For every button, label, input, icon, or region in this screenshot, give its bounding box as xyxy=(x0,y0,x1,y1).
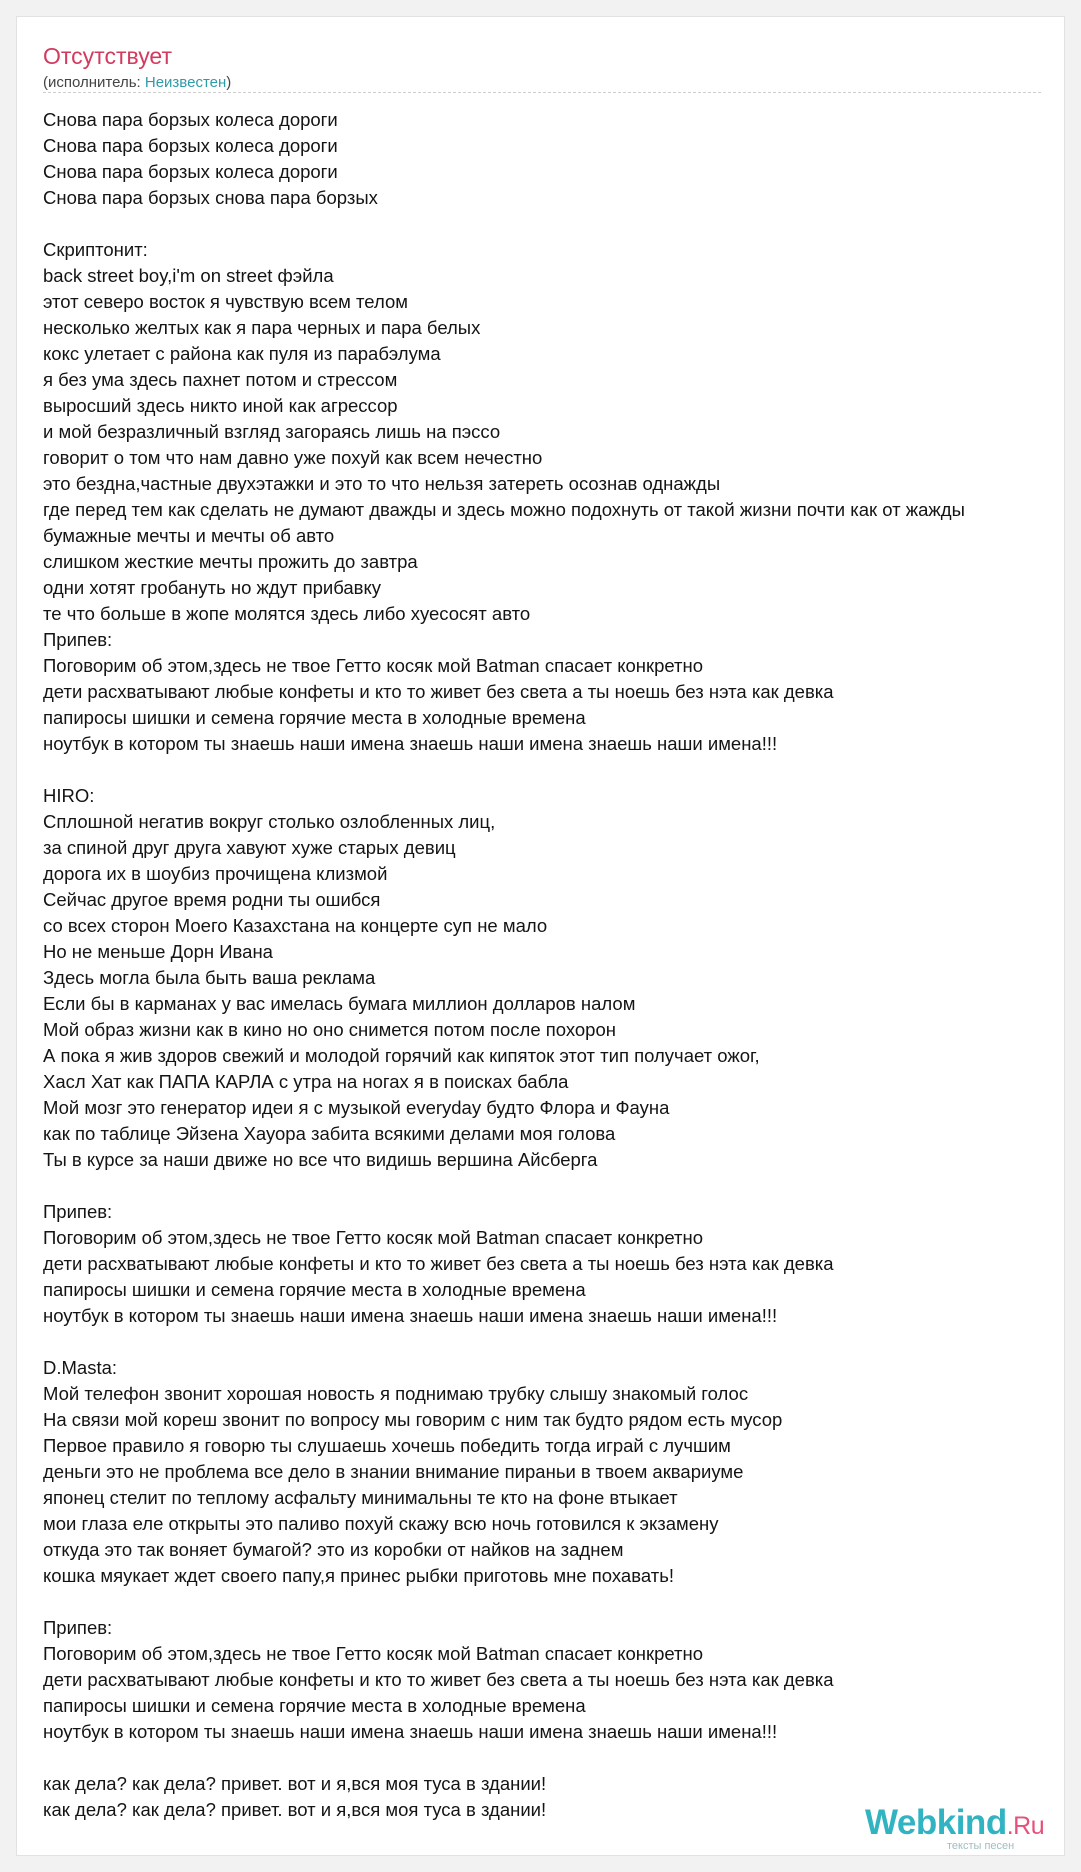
lyrics-line: за спиной друг друга хавуют хуже старых девиц xyxy=(43,837,456,858)
logo-tld: .Ru xyxy=(1006,1812,1045,1840)
lyrics-line: этот северо восток я чувствую всем телом xyxy=(43,291,408,312)
lyrics-line: как по таблице Эйзена Хауора забита всякими делами моя голова xyxy=(43,1123,616,1144)
logo-brand xyxy=(865,1805,1055,1840)
lyrics-line: дети расхватывают любые конфеты и кто то живет без света а ты ноешь без нэта как девка xyxy=(43,681,834,702)
lyrics-line: Скриптонит: xyxy=(43,239,148,260)
lyrics-line: дорога их в шоубиз прочищена клизмой xyxy=(43,863,388,884)
lyrics-line: Но не меньше Дорн Ивана xyxy=(43,941,273,962)
lyrics-line: как дела? как дела? привет. вот и я,вся моя туса в здании! xyxy=(43,1773,547,1794)
lyrics-line: Сплошной негатив вокруг столько озлобленных лиц, xyxy=(43,811,496,832)
lyrics-line: дети расхватывают любые конфеты и кто то живет без света а ты ноешь без нэта как девка xyxy=(43,1253,834,1274)
lyrics-line: папиросы шишки и семена горячие места в холодные времена xyxy=(43,707,586,728)
lyrics-line: несколько желтых как я пара черных и пара белых xyxy=(43,317,481,338)
artist-prefix: (исполнитель: xyxy=(43,74,145,91)
lyrics-line: Ты в курсе за наши движе но все что видишь вершина Айсберга xyxy=(43,1149,598,1170)
lyrics-blank-line xyxy=(43,1173,1065,1199)
lyrics-line: деньги это не проблема все дело в знании внимание пираньи в твоем аквариуме xyxy=(43,1461,744,1482)
lyrics-line: ноутбук в котором ты знаешь наши имена знаешь наши имена знаешь наши имена!!! xyxy=(43,733,778,754)
lyrics-line: А пока я жив здоров свежий и молодой горячий как кипяток этот тип получает ожог, xyxy=(43,1045,760,1066)
lyrics-blank-line xyxy=(43,211,1065,237)
lyrics-line: папиросы шишки и семена горячие места в холодные времена xyxy=(43,1695,586,1716)
lyrics-line: дети расхватывают любые конфеты и кто то живет без света а ты ноешь без нэта как девка xyxy=(43,1669,834,1690)
site-logo[interactable] xyxy=(865,1803,1055,1852)
lyrics-line: кошка мяукает ждет своего папу,я принес рыбки приготовь мне похавать! xyxy=(43,1565,674,1586)
lyrics-blank-line xyxy=(43,1589,1065,1615)
lyrics-line: откуда это так воняет бумагой? это из коробки от найков на заднем xyxy=(43,1539,624,1560)
logo-brand-name: Webkind xyxy=(865,1803,1007,1842)
lyrics-line: одни хотят гробануть но ждут прибавку xyxy=(43,577,382,598)
lyrics-line: это бездна,частные двухэтажки и это то что нельзя затереть осознав однажды xyxy=(43,473,721,494)
logo-tagline: тексты песен xyxy=(947,1840,1015,1852)
lyrics-line: те что больше в жопе молятся здесь либо хуесосят авто xyxy=(43,603,531,624)
song-title: Отсутствует xyxy=(43,43,172,69)
lyrics-line: выросший здесь никто иной как агрессор xyxy=(43,395,398,416)
lyrics-line: Снова пара борзых колеса дороги xyxy=(43,135,338,156)
lyrics-body xyxy=(43,107,1065,1823)
lyrics-line: Если бы в карманах у вас имелась бумага миллион долларов налом xyxy=(43,993,636,1014)
lyrics-line: back street boy,i'm on street фэйла xyxy=(43,265,334,286)
lyrics-line: Припев: xyxy=(43,1617,113,1638)
lyrics-line: Припев: xyxy=(43,1201,113,1222)
lyrics-line: Снова пара борзых снова пара борзых xyxy=(43,187,378,208)
lyrics-line: мои глаза еле открыты это паливо похуй скажу всю ночь готовился к экзамену xyxy=(43,1513,719,1534)
lyrics-line: ноутбук в котором ты знаешь наши имена знаешь наши имена знаешь наши имена!!! xyxy=(43,1721,778,1742)
lyrics-line: со всех сторон Моего Казахстана на концерте суп не мало xyxy=(43,915,548,936)
lyrics-line: Поговорим об этом,здесь не твое Гетто косяк мой Batman спасает конкретно xyxy=(43,655,704,676)
divider xyxy=(43,92,1041,93)
artist-line xyxy=(43,74,231,92)
lyrics-blank-line xyxy=(43,1329,1065,1355)
lyrics-line: как дела? как дела? привет. вот и я,вся моя туса в здании! xyxy=(43,1799,547,1820)
lyrics-line: D.Masta: xyxy=(43,1357,118,1378)
lyrics-line: Мой мозг это генератор идеи я с музыкой everyday будто Флора и Фауна xyxy=(43,1097,670,1118)
lyrics-line: папиросы шишки и семена горячие места в холодные времена xyxy=(43,1279,586,1300)
lyrics-line: слишком жесткие мечты прожить до завтра xyxy=(43,551,418,572)
lyrics-line: я без ума здесь пахнет потом и стрессом xyxy=(43,369,398,390)
lyrics-blank-line xyxy=(43,1745,1065,1771)
lyrics-line: и мой безразличный взгляд загораясь лишь на пэссо xyxy=(43,421,501,442)
lyrics-line: говорит о том что нам давно уже похуй как всем нечестно xyxy=(43,447,543,468)
lyrics-line: HIRO: xyxy=(43,785,95,806)
lyrics-blank-line xyxy=(43,757,1065,783)
lyrics-line: Хасл Хат как ПАПА КАРЛА с утра на ногах я в поисках бабла xyxy=(43,1071,569,1092)
lyrics-line: Мой образ жизни как в кино но оно снимется потом после похорон xyxy=(43,1019,616,1040)
page-card xyxy=(16,16,1065,1856)
lyrics-line: бумажные мечты и мечты об авто xyxy=(43,525,335,546)
lyrics-line: Здесь могла была быть ваша реклама xyxy=(43,967,376,988)
lyrics-line: Снова пара борзых колеса дороги xyxy=(43,109,338,130)
lyrics-line: кокс улетает с района как пуля из парабэлума xyxy=(43,343,441,364)
lyrics-line: Поговорим об этом,здесь не твое Гетто косяк мой Batman спасает конкретно xyxy=(43,1643,704,1664)
lyrics-line: ноутбук в котором ты знаешь наши имена знаешь наши имена знаешь наши имена!!! xyxy=(43,1305,778,1326)
lyrics-line: Первое правило я говорю ты слушаешь хочешь победить тогда играй с лучшим xyxy=(43,1435,731,1456)
lyrics-line: Снова пара борзых колеса дороги xyxy=(43,161,338,182)
lyrics-line: Сейчас другое время родни ты ошибся xyxy=(43,889,381,910)
lyrics-line: Поговорим об этом,здесь не твое Гетто косяк мой Batman спасает конкретно xyxy=(43,1227,704,1248)
lyrics-line: японец стелит по теплому асфальту минимальны те кто на фоне втыкает xyxy=(43,1487,678,1508)
lyrics-line: Припев: xyxy=(43,629,113,650)
lyrics-line: где перед тем как сделать не думают дважды и здесь можно подохнуть от такой жизни почти как от жажды xyxy=(43,499,965,520)
artist-suffix: ) xyxy=(226,74,232,91)
lyrics-line: Мой телефон звонит хорошая новость я поднимаю трубку слышу знакомый голос xyxy=(43,1383,749,1404)
lyrics-line: На связи мой кореш звонит по вопросу мы говорим с ним так будто рядом есть мусор xyxy=(43,1409,783,1430)
artist-link[interactable]: Неизвестен xyxy=(144,74,227,91)
